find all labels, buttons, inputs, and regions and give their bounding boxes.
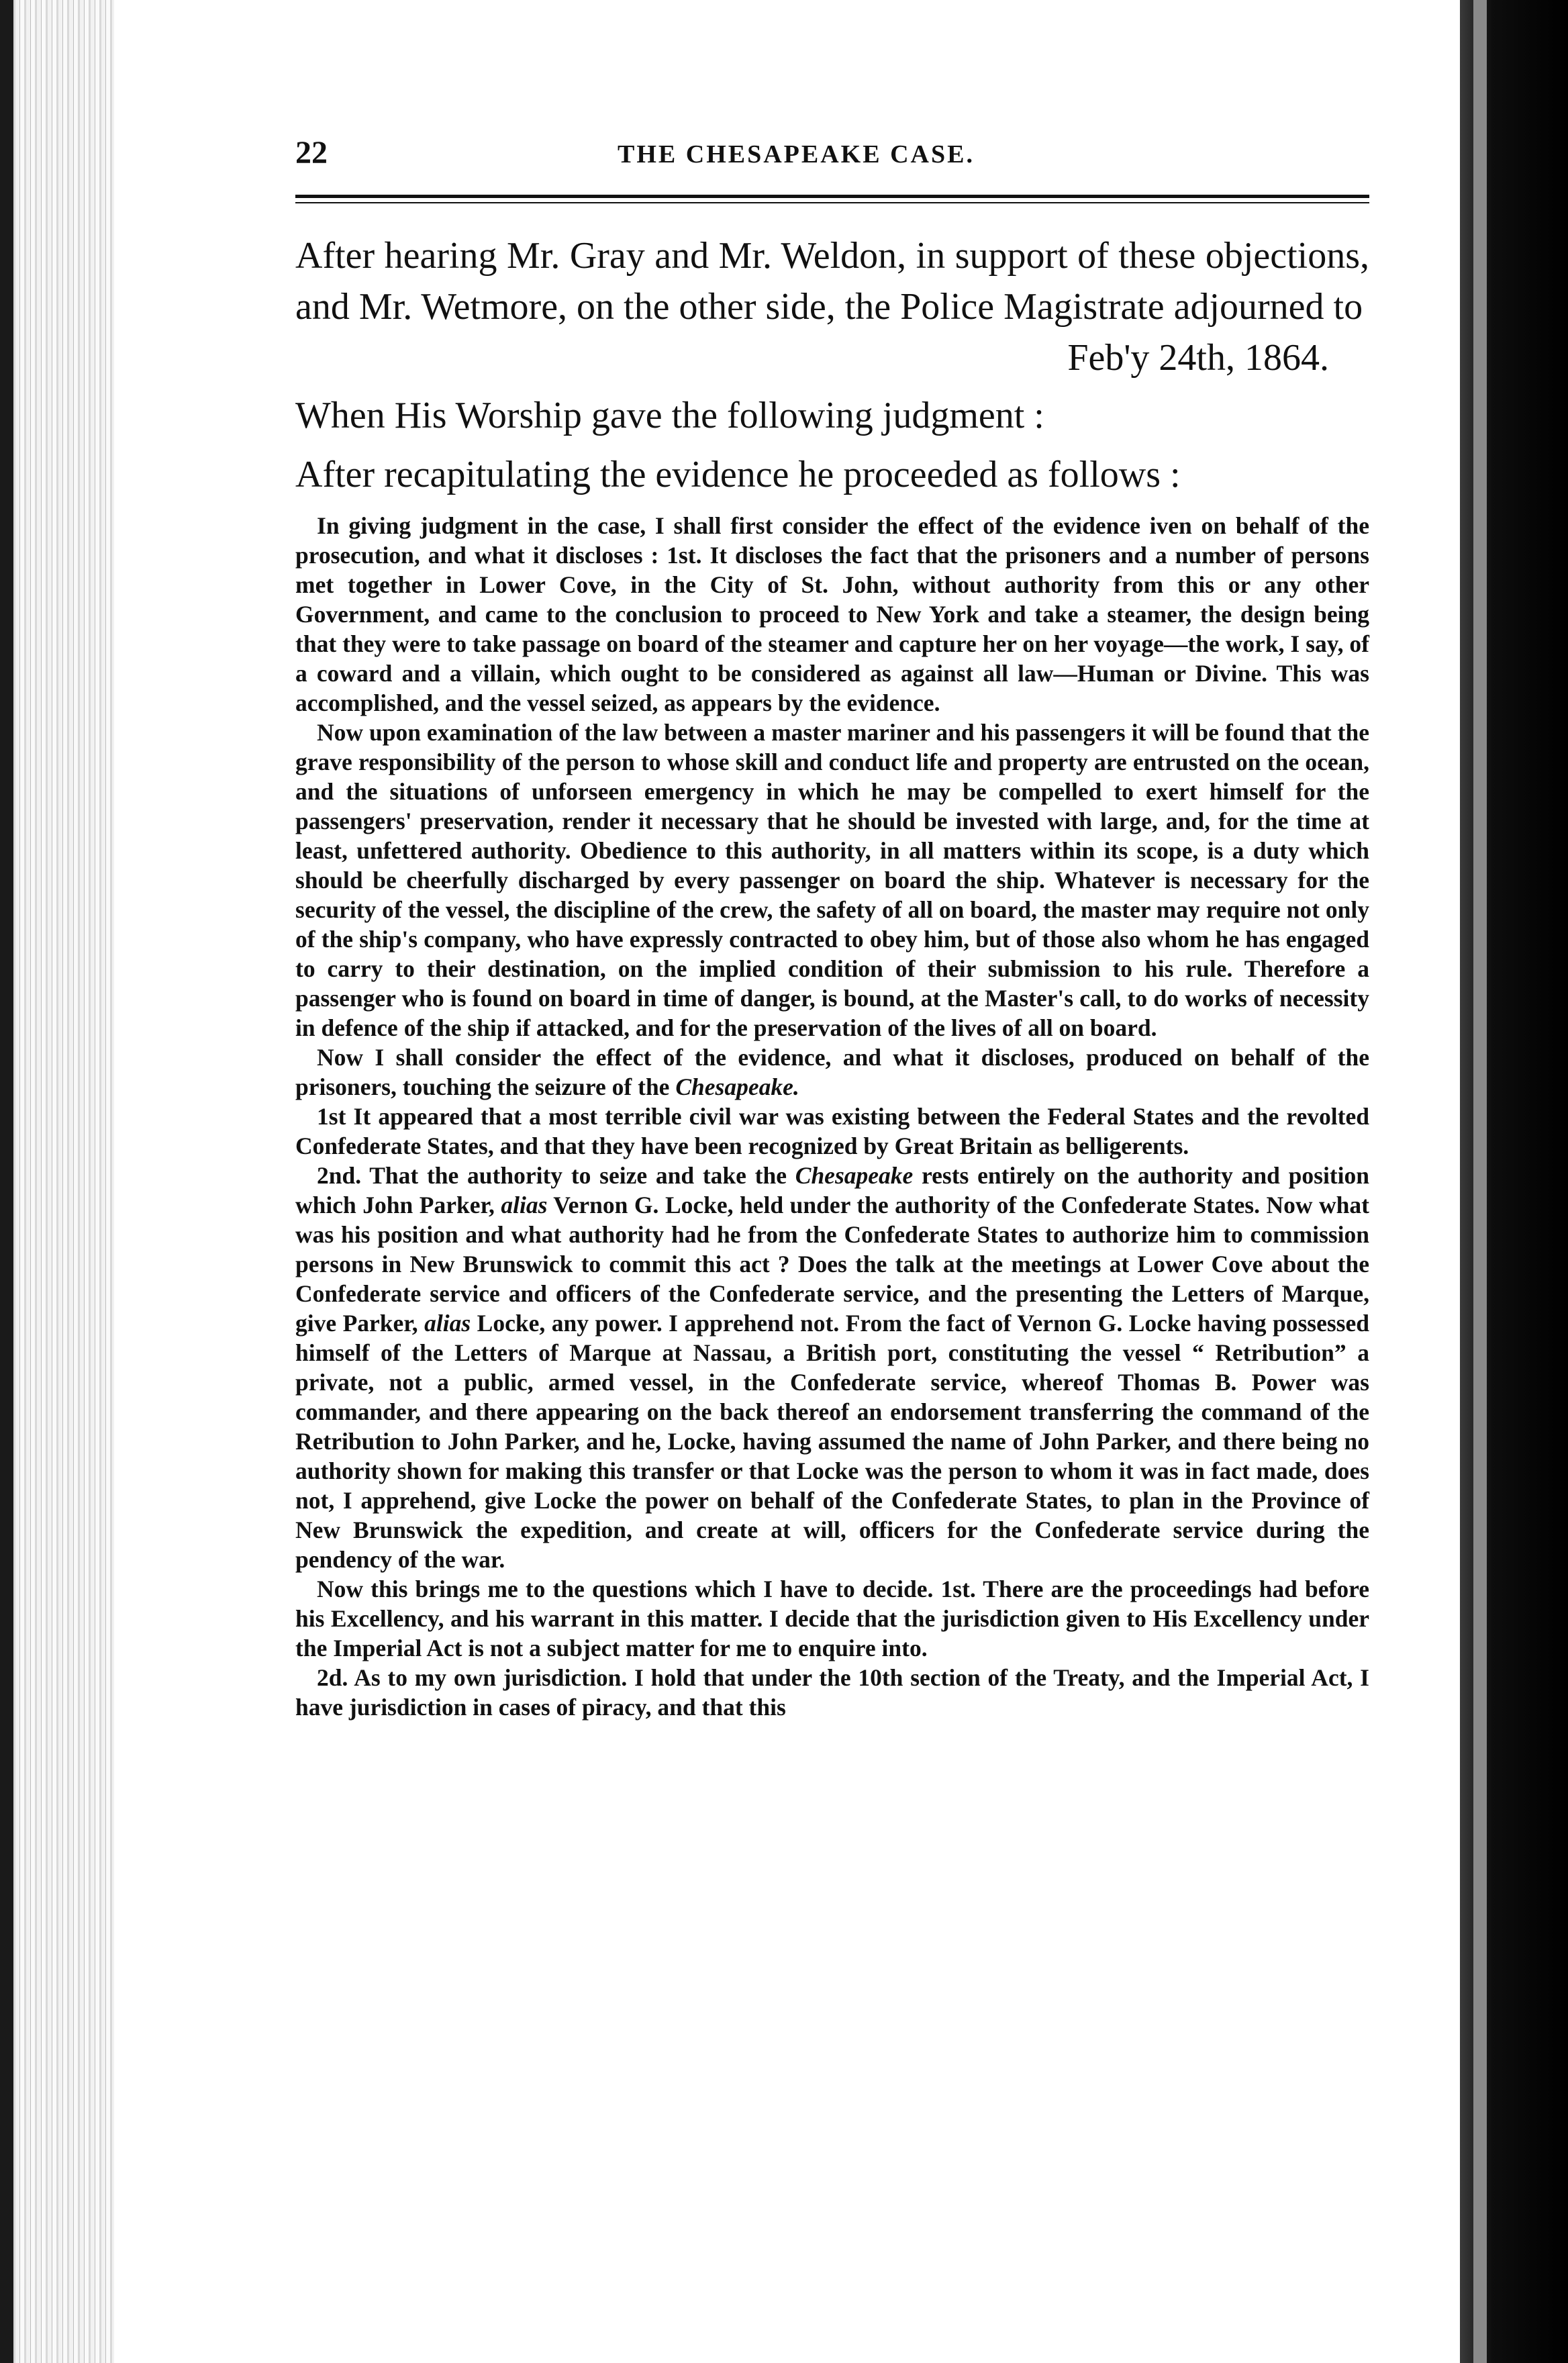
body-paragraph: In giving judgment in the case, I shall first consider the effect of the evidence iven on behalf of the prosecution, and what it discloses : 1st. It discloses the fact that the prisoners and a number of persons met together in Lower Cove, in the City of St. John, without authority from this or any other Government, and came to the conclusion to proceed to New York and take a steamer, the design being that they were to take passage on board of the steamer and capture her on her voyage—the work, I say, of a coward and a villain, which ought to be considered as against all law—Human or Divine. This was accomplished, and the vessel seized, as appears by the evidence.: [295, 512, 1369, 716]
body-paragraph: [295, 1161, 1369, 1574]
body-paragraph: Now upon examination of the law between a master mariner and his passengers it will be found that the grave responsibility of the person to whose skill and conduct life and property are entrusted on the ocean, and the situations of unforseen emergency in which he may be compelled to exert himself for the passengers' preservation, render it necessary that he should be invested with large, and, for the time at least, unfettered authority. Obedience to this authority, in all matters within its scope, is a duty which should be cheerfully discharged by every passenger on board the ship. Whatever is necessary for the security of the vessel, the discipline of the crew, the safety of all on board, the master may require not only of the ship's company, who have expressly contracted to obey him, but of those also whom he has engaged to carry to their destination, on the implied condition of their submission to his rule. Therefore a passenger who is found on board in time of danger, is bound, at the Master's call, to do works of necessity in defence of the ship if attacked, and for the preservation of the lives of all on board.: [295, 719, 1369, 1041]
body-paragraph: 2d. As to my own jurisdiction. I hold that under the 10th section of the Treaty, and the Imperial Act, I have jurisdiction in cases of piracy, and that this: [295, 1664, 1369, 1721]
italic-alias: alias: [424, 1310, 471, 1337]
text-run: Locke, any power. I apprehend not. From the fact of Vernon G. Locke having possessed himself of the Letters of Marque at Nassau, a British port, constituting the vessel “ Retribution” a private, not a public, armed vessel, in the Confederate service, whereof Thomas B. Power was commander, and there appearing on the back thereof an endorsement transferring the command of the Retribution to John Parker, and he, Locke, having assumed the name of John Parker, and there being no authority shown for making this transfer or that Locke was the person to whom it was in fact made, does not, I apprehend, give Locke the power on behalf of the Confederate States, to plan in the Province of New Brunswick the expedition, and create at will, officers for the Confederate service during the pendency of the war.: [295, 1310, 1369, 1573]
text-run: Now I shall consider the effect of the evidence, and what it discloses, produced on behalf of the prisoners, touching the seizure of the: [295, 1044, 1369, 1100]
italic-ship-name: Chesapeake.: [675, 1073, 799, 1100]
page-content: [295, 121, 1369, 1722]
page-edge-strip: [1473, 0, 1487, 2363]
text-run: rests entirely on the authority and position which John Parker,: [295, 1162, 1369, 1218]
judgment-intro: When His Worship gave the following judgment :: [295, 395, 1044, 436]
text-run: 2nd. That the authority to seize and take the: [317, 1162, 795, 1189]
judgment-text: [295, 511, 1369, 1722]
italic-alias: alias: [501, 1192, 548, 1218]
lead-paragraph: After hearing Mr. Gray and Mr. Weldon, in support of these objections, and Mr. Wetmore, on the other side, the Police Magistrate adjourned to: [295, 235, 1369, 328]
running-title: THE CHESAPEAKE CASE.: [618, 140, 975, 168]
adjournment-date: Feb'y 24th, 1864.: [1067, 337, 1329, 379]
page-number: 22: [295, 135, 328, 171]
page-header: [295, 121, 1369, 175]
text-run: Vernon G. Locke, held under the authority of the Confederate States. Now what was his position and what authority had he from the Confederate States to authorize him to commission persons in New Brunswick to commit this act ? Does the talk at the meetings at Lower Cove about the Confederate service and officers of the Confederate service, and the presenting the Letters of Marque, give Parker,: [295, 1192, 1369, 1337]
italic-ship-name: Chesapeake: [795, 1162, 914, 1189]
book-gutter: [13, 0, 114, 2363]
body-paragraph: [295, 1043, 1369, 1102]
body-paragraph: Now this brings me to the questions which I have to decide. 1st. There are the proceedings had before his Excellency, and his warrant in this matter. I decide that the jurisdiction given to His Excellency under the Imperial Act is not a subject matter for me to enquire into.: [295, 1576, 1369, 1661]
recapitulation-intro: After recapitulating the evidence he proceeded as follows :: [295, 454, 1181, 495]
header-rule: [295, 195, 1369, 203]
body-paragraph: 1st It appeared that a most terrible civil war was existing between the Federal States and the revolted Confederate States, and that they have been recognized by Great Britain as belligerents.: [295, 1103, 1369, 1159]
